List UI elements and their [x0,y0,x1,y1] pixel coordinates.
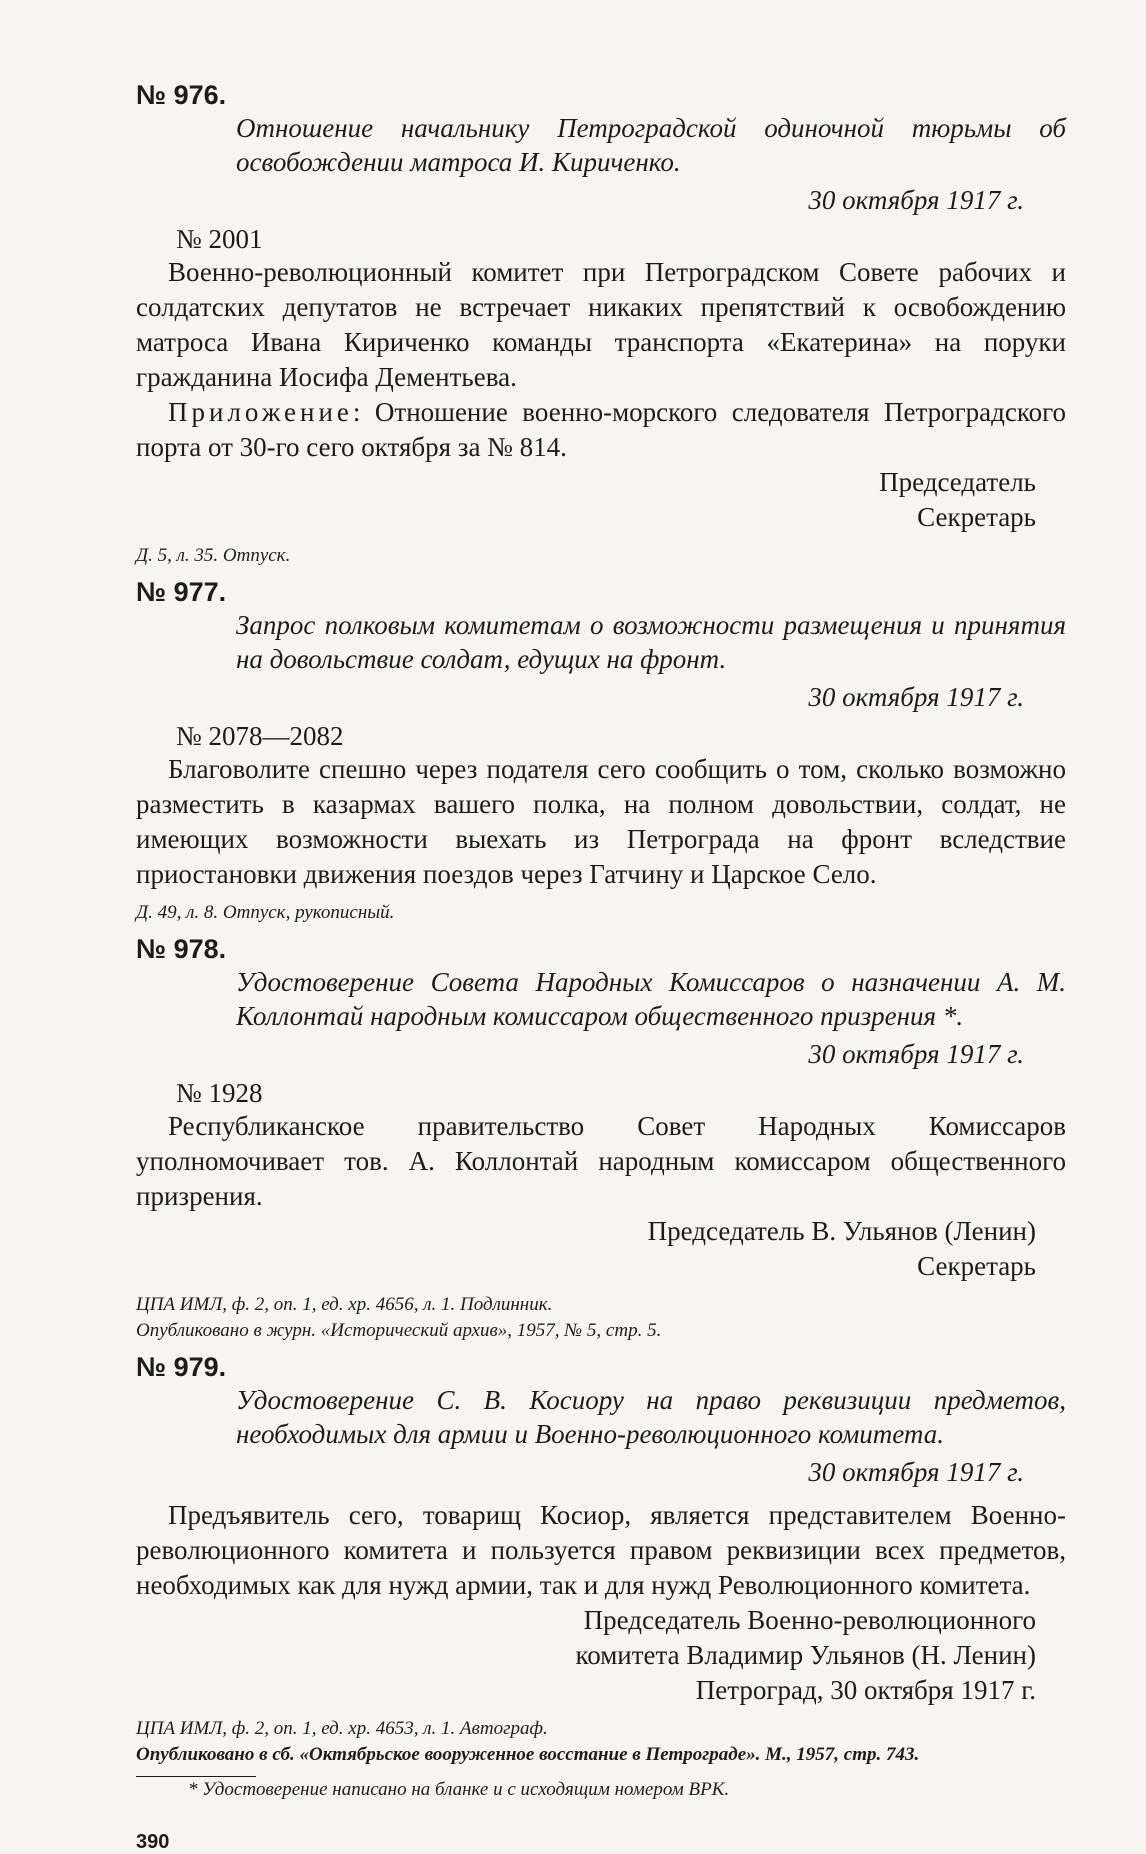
attachment-note [136,395,1066,465]
document-date: 30 октября 1917 г. [808,185,1024,215]
document-date: 30 октября 1917 г. [808,682,1024,712]
document-title: Удостоверение С. В. Косиору на право реквизиции предметов, необходимых для армии и Военно-революционного комитета. [236,1385,1066,1449]
footnote: * Удостоверение написано на бланке и с исходящим номером ВРК. [188,1779,730,1800]
document-number: № 979. [136,1352,227,1382]
document-body: Благоволите спешно через подателя сего сообщить о том, сколько возможно разместить в казармах вашего полка, на полном довольствии, солдат, не имеющих возможности выехать из Петрограда на фронт вследствие приостановки движения поездов через Гатчину и Царское Село. [136,754,1066,889]
outgoing-number: № 2001 [176,224,263,254]
document-body: Республиканское правительство Совет Народных Комиссаров уполномочивает тов. А. Коллонтай народным комиссаром общественного призрения. [136,1111,1066,1211]
signature-line-2: комитета Владимир Ульянов (Н. Ленин) [575,1640,1036,1670]
document-number: № 978. [136,934,227,964]
document-977 [136,577,1066,926]
page-number: 390 [136,1831,170,1853]
archival-source: Д. 49, л. 8. Отпуск, рукописный. [136,902,395,923]
attachment-text: : Отношение военно-морского следователя Петроградского порта от 30-го сего октября за № 814. [136,397,1066,462]
document-body: Военно-революционный комитет при Петроградском Совете рабочих и солдатских депутатов не встречает никаких препятствий к освобождению матроса Ивана Кириченко команды транспорта «Екатерина» на поруки гражданина Иосифа Дементьева. [136,257,1066,392]
signature-chairman: Председатель [879,467,1036,497]
outgoing-number: № 2078—2082 [176,721,344,751]
document-976 [136,80,1066,569]
signature-chairman: Председатель В. Ульянов (Ленин) [647,1216,1036,1246]
archival-source: Д. 5, л. 35. Отпуск. [136,545,291,566]
document-body: Предъявитель сего, товарищ Косиор, является представителем Военно-революционного комитета и пользуется правом реквизиции всех предметов, необходимых как для нужд армии, так и для нужд Революционного комитета. [136,1500,1066,1600]
document-number: № 976. [136,80,227,110]
document-title: Отношение начальнику Петроградской одиночной тюрьмы об освобождении матроса И. Кириченко. [236,113,1066,177]
document-title: Удостоверение Совета Народных Комиссаров о назначении А. М. Коллонтай народным комиссаром общественного призрения *. [236,967,1066,1031]
outgoing-number: № 1928 [176,1078,263,1108]
publication-source: Опубликовано в сб. «Октябрьское вооруженное восстание в Петрограде». М., 1957, стр. 743. [136,1744,920,1765]
archival-source: ЦПА ИМЛ, ф. 2, оп. 1, ед. хр. 4653, л. 1. Автограф. [136,1718,548,1739]
document-title: Запрос полковым комитетам о возможности размещения и принятия на довольствие солдат, едущих на фронт. [236,610,1066,674]
document-date: 30 октября 1917 г. [808,1457,1024,1487]
archival-source: ЦПА ИМЛ, ф. 2, оп. 1, ед. хр. 4656, л. 1. Подлинник. [136,1294,553,1315]
signature-line-3: Петроград, 30 октября 1917 г. [695,1675,1036,1705]
signature-line-1: Председатель Военно-революционного [583,1605,1036,1635]
publication-source: Опубликовано в журн. «Исторический архив», 1957, № 5, стр. 5. [136,1320,662,1341]
signature-secretary: Секретарь [917,1251,1036,1281]
attachment-label: Приложение [168,397,353,427]
footnote-divider [136,1776,256,1777]
document-date: 30 октября 1917 г. [808,1039,1024,1069]
document-978 [136,934,1066,1344]
document-979 [136,1352,1066,1768]
document-number: № 977. [136,577,227,607]
signature-secretary: Секретарь [917,502,1036,532]
